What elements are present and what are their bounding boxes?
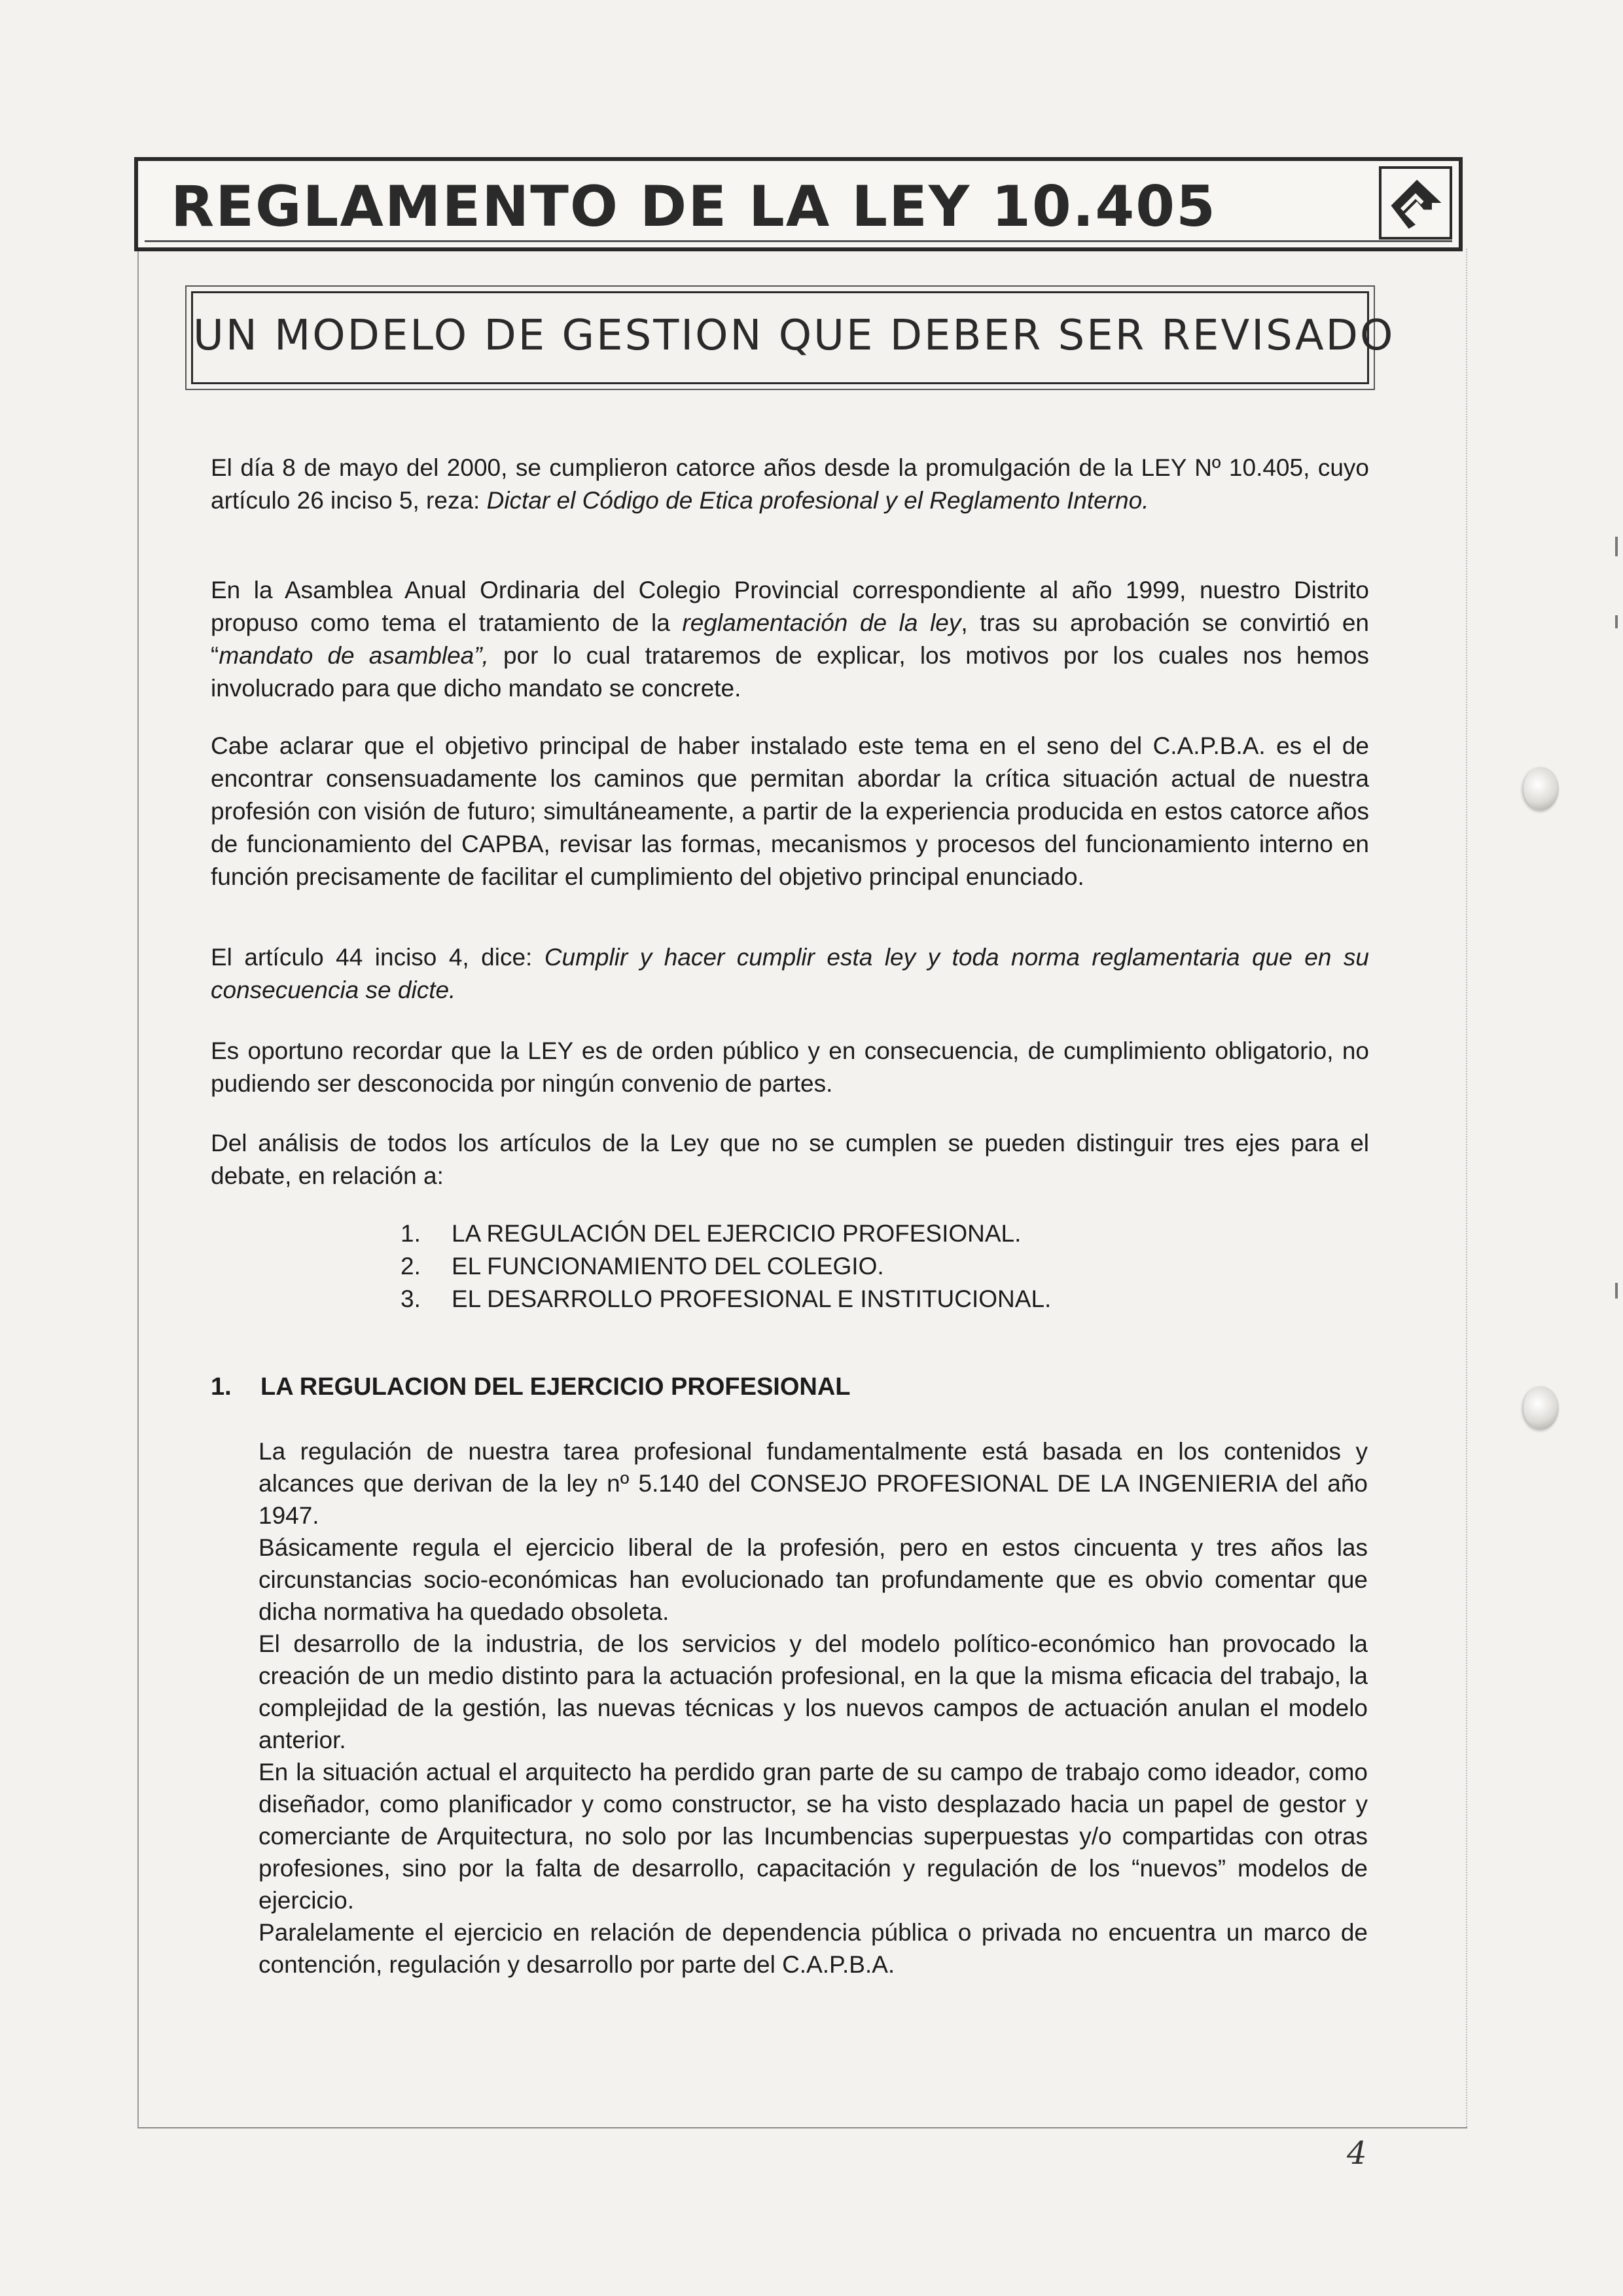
header-banner: [134, 157, 1463, 251]
paragraph-3: Cabe aclarar que el objetivo principal de haber instalado este tema en el seno del C.A.P.B.A. es el de encontrar consensuadamente los caminos que permitan abordar la crítica situación actual de nuestra profesión con visión de futuro; simultáneamente, a partir de la experiencia producida en estos catorce años de funcionamiento del CAPBA, revisar las formas, mecanismos y procesos del funcionamiento interno en función precisamente de facilitar el cumplimiento del objetivo principal enunciado.: [211, 732, 1369, 890]
house-arrow-logo-icon: [1379, 166, 1452, 240]
paragraph-4: [211, 941, 1369, 1007]
section-1-paragraph: La regulación de nuestra tarea profesional fundamentalmente está basada en los contenidos y alcances que derivan de la ley nº 5.140 del CONSEJO PROFESIONAL DE LA INGENIERIA del año 1947.: [259, 1438, 1368, 1529]
paragraph-2-text-b: , tras su aprobación se convirtió en “: [211, 609, 1370, 669]
paragraph-2-emphasis-b: mandato de asamblea”,: [219, 642, 489, 669]
paragraph-6: Del análisis de todos los artículos de la Ley que no se cumplen se pueden distinguir tres ejes para el debate, en relación a:: [211, 1130, 1369, 1189]
page-frame-right-edge: [1466, 249, 1467, 2127]
section-1-paragraph: Básicamente regula el ejercicio liberal de la profesión, pero en estos cincuenta y tres años las circunstancias socio-económicas han evolucionado tan profundamente que es obvio comentar que dicha normativa ha quedado obsoleta.: [259, 1534, 1368, 1625]
list-item-text: EL DESARROLLO PROFESIONAL E INSTITUCIONAL.: [452, 1285, 1052, 1312]
paragraph-2: [211, 574, 1369, 705]
edge-mark: [1615, 1283, 1618, 1299]
section-1-paragraph: Paralelamente el ejercicio en relación de dependencia pública o privada no encuentra un marco de contención, regulación y desarrollo por parte del C.A.P.B.A.: [259, 1919, 1368, 1978]
paragraph-4-text: El artículo 44 inciso 4, dice:: [211, 944, 544, 971]
paragraph-2-text-a: En la Asamblea Anual Ordinaria del Colegio Provincial correspondiente al año 1999, nuestro Distrito propuso como tema el tratamiento de la: [211, 577, 1369, 636]
subtitle: UN MODELO DE GESTION QUE DEBER SER REVISADO: [193, 312, 1395, 360]
section-1-heading: [211, 1373, 851, 1401]
section-1-number: 1.: [211, 1373, 232, 1401]
paragraph-4-quote: Cumplir y hacer cumplir esta ley y toda norma reglamentaria que en su consecuencia se dicte.: [211, 944, 1369, 1003]
axes-list: [401, 1217, 1051, 1316]
list-item: [401, 1217, 1051, 1250]
paragraph-1: [211, 452, 1369, 517]
section-1-title: LA REGULACION DEL EJERCICIO PROFESIONAL: [260, 1373, 851, 1401]
header-title: REGLAMENTO DE LA LEY 10.405: [171, 174, 1217, 240]
paragraph-5: Es oportuno recordar que la LEY es de orden público y en consecuencia, de cumplimiento obligatorio, no pudiendo ser desconocida por ningún convenio de partes.: [211, 1037, 1369, 1097]
edge-mark: [1615, 537, 1618, 556]
subtitle-box: [191, 291, 1395, 384]
paragraph-2-emphasis-a: reglamentación de la ley: [682, 609, 961, 636]
paragraph-1-text: El día 8 de mayo del 2000, se cumplieron catorce años desde la promulgación de la LEY Nº 10.405, cuyo artículo 26 inciso 5, reza:: [211, 454, 1369, 514]
section-1-body: [259, 1435, 1368, 1981]
list-item-text: EL FUNCIONAMIENTO DEL COLEGIO.: [452, 1253, 884, 1280]
list-item: [401, 1250, 1051, 1283]
list-item-text: LA REGULACIÓN DEL EJERCICIO PROFESIONAL.: [452, 1220, 1022, 1247]
edge-mark: [1615, 615, 1618, 628]
list-item-number: 2.: [401, 1253, 421, 1280]
section-1-paragraph: El desarrollo de la industria, de los servicios y del modelo político-económico han provocado la creación de un medio distinto para la actuación profesional, en la que la misma eficacia del trabajo, la complejidad de la gestión, las nuevas técnicas y los nuevos campos de actuación anulan el modelo anterior.: [259, 1630, 1368, 1753]
section-1-paragraph: En la situación actual el arquitecto ha perdido gran parte de su campo de trabajo como ideador, como diseñador, como planificador y como constructor, se ha visto desplazado hacia un papel de gestor y comerciante de Arquitectura, no solo por las Incumbencias superpuestas y/o compartidas con otras profesiones, sino por la falta de desarrollo, capacitación y regulación de los “nuevos” modelos de ejercicio.: [259, 1759, 1368, 1914]
list-item-number: 1.: [401, 1220, 421, 1247]
punch-hole: [1524, 1386, 1559, 1429]
list-item: [401, 1283, 1051, 1316]
paragraph-1-quote: Dictar el Código de Etica profesional y el Reglamento Interno.: [486, 487, 1149, 514]
list-item-number: 3.: [401, 1285, 421, 1312]
page-number: 4: [1347, 2135, 1367, 2172]
punch-hole: [1524, 767, 1559, 810]
paragraph-2-text-c: por lo cual trataremos de explicar, los motivos por los cuales nos hemos involucrado para que dicho mandato se concrete.: [211, 642, 1369, 702]
